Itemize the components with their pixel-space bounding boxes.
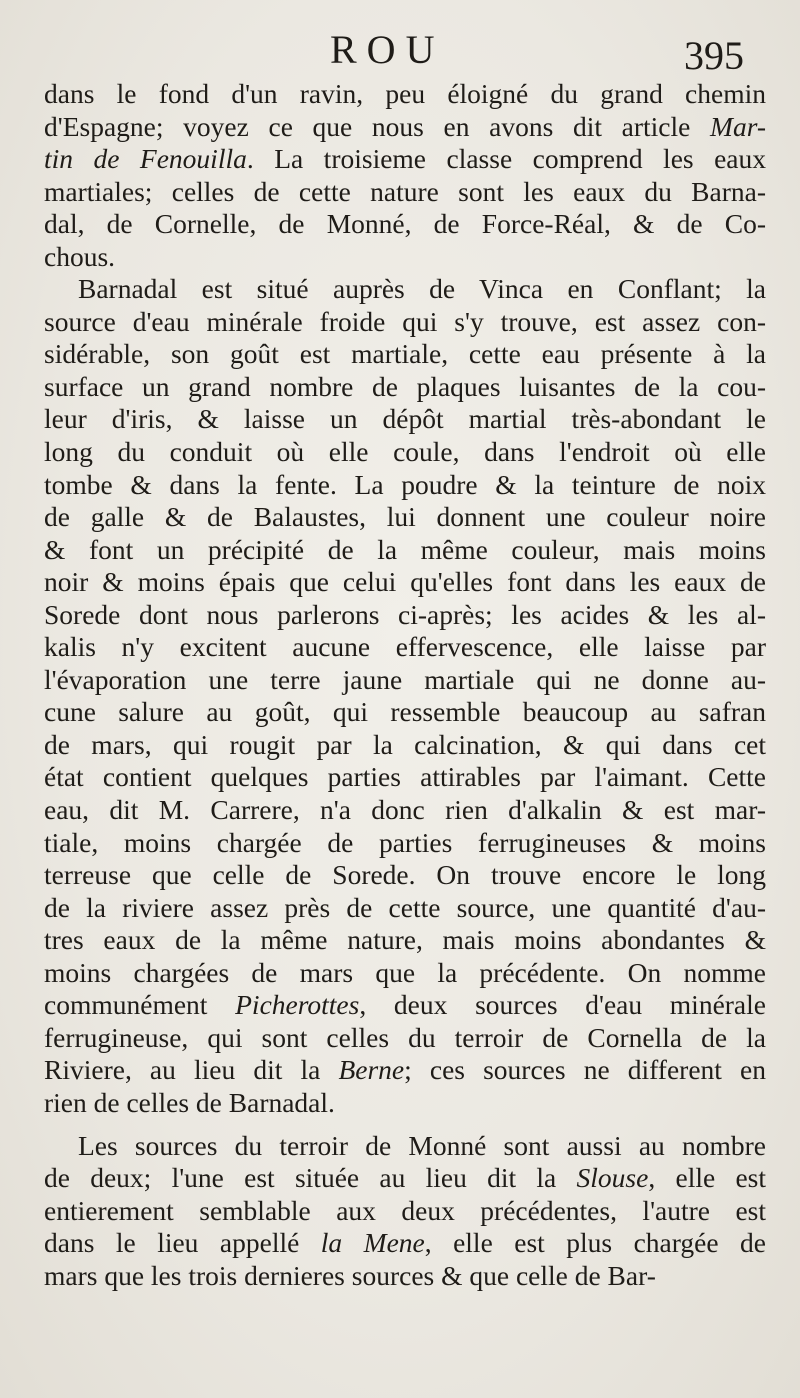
text-line	[44, 1260, 766, 1293]
text-segment: Sorede dont nous parlerons ci-après; les acides & les al-	[44, 598, 766, 630]
text-line	[44, 143, 766, 176]
text-segment: ; ces sources ne different en	[404, 1054, 766, 1086]
text-line	[44, 1195, 766, 1228]
text-segment: sidérable, son goût est martiale, cette eau présente à la	[44, 338, 766, 370]
text-line	[44, 306, 766, 339]
text-segment: long du conduit où elle coule, dans l'endroit où elle	[44, 436, 766, 468]
text-segment: communément	[44, 989, 236, 1021]
text-segment: chous.	[44, 240, 116, 272]
text-line	[44, 241, 766, 274]
text-line	[44, 273, 766, 306]
text-line	[44, 534, 766, 567]
text-line	[44, 436, 766, 469]
text-segment: tiale, moins chargée de parties ferrugineuses & moins	[44, 826, 766, 858]
text-segment: dans le fond d'un ravin, peu éloigné du grand chemin	[44, 78, 766, 109]
text-segment: Riviere, au lieu dit la	[44, 1054, 339, 1086]
text-segment: eau, dit M. Carrere, n'a donc rien d'alkalin & est mar-	[44, 794, 766, 826]
text-segment: , deux sources d'eau minérale	[359, 989, 766, 1021]
text-segment: . La troisieme classe comprend les eaux	[246, 143, 766, 175]
text-segment: , elle est plus chargée de	[424, 1227, 766, 1259]
text-line	[44, 664, 766, 697]
page-header	[0, 27, 800, 80]
text-segment: de mars, qui rougit par la calcination, & qui dans cet	[44, 728, 766, 760]
text-segment: , elle est	[648, 1162, 766, 1194]
text-segment: terreuse que celle de Sorede. On trouve encore le long	[44, 859, 766, 891]
text-line	[44, 1227, 766, 1260]
text-segment: de galle & de Balaustes, lui donnent une couleur noire	[44, 501, 766, 533]
italic-text: la Mene	[320, 1227, 425, 1259]
page-number: 395	[684, 33, 744, 78]
text-segment: Les sources du terroir de Monné sont aussi au nombre	[78, 1129, 766, 1161]
body-text	[44, 78, 766, 1292]
text-line	[44, 501, 766, 534]
text-line	[44, 729, 766, 762]
text-line	[44, 78, 766, 111]
text-line	[44, 794, 766, 827]
text-segment: surface un grand nombre de plaques luisantes de la cou-	[44, 370, 766, 402]
text-segment: cune salure au goût, qui ressemble beaucoup au safran	[44, 696, 766, 728]
text-segment: de deux; l'une est située au lieu dit la	[44, 1162, 577, 1194]
text-segment: de la riviere assez près de cette source, une quantité d'au-	[44, 891, 766, 923]
text-segment: kalis n'y excitent aucune effervescence, elle laisse par	[44, 631, 766, 663]
text-line	[44, 761, 766, 794]
text-line	[44, 989, 766, 1022]
text-line	[44, 892, 766, 925]
text-line	[44, 1162, 766, 1195]
text-segment: & font un précipité de la même couleur, mais moins	[44, 533, 766, 565]
italic-text: Picherottes	[235, 989, 360, 1021]
text-segment: l'évaporation une terre jaune martiale qui ne donne au-	[44, 663, 766, 695]
italic-text: Slouse	[576, 1162, 649, 1194]
text-segment: dal, de Cornelle, de Monné, de Force-Réal, & de Co-	[44, 208, 766, 240]
text-line	[44, 371, 766, 404]
text-line	[44, 1054, 766, 1087]
text-segment: dans le lieu appellé	[44, 1227, 321, 1259]
text-segment: martiales; celles de cette nature sont les eaux du Barna-	[44, 175, 766, 207]
text-line	[44, 631, 766, 664]
text-segment: rien de celles de Barnadal.	[44, 1086, 335, 1118]
text-segment: état contient quelques parties attirables par l'aimant. Cette	[44, 761, 766, 793]
text-line	[44, 696, 766, 729]
text-line	[44, 599, 766, 632]
italic-text: Berne	[338, 1054, 405, 1086]
text-segment: Barnadal est situé auprès de Vinca en Conflant; la	[78, 273, 766, 305]
text-line	[44, 1087, 766, 1120]
italic-text: tin de Fenouilla	[44, 143, 247, 175]
text-segment: ferrugineuse, qui sont celles du terroir de Cornella de la	[44, 1021, 766, 1053]
text-line	[44, 859, 766, 892]
text-line	[44, 208, 766, 241]
text-line	[44, 176, 766, 209]
text-line	[44, 566, 766, 599]
text-line	[44, 957, 766, 990]
running-head: ROU	[330, 27, 445, 72]
italic-text: Mar-	[710, 110, 766, 142]
text-line	[44, 338, 766, 371]
text-segment: mars que les trois dernieres sources & que celle de Bar-	[44, 1259, 656, 1291]
text-line	[44, 924, 766, 957]
text-line	[44, 1022, 766, 1055]
text-segment: tombe & dans la fente. La poudre & la teinture de noix	[44, 468, 766, 500]
text-segment: tres eaux de la même nature, mais moins abondantes &	[44, 924, 766, 956]
text-segment: d'Espagne; voyez ce que nous en avons dit article	[44, 110, 711, 142]
text-line	[44, 403, 766, 436]
text-segment: source d'eau minérale froide qui s'y trouve, est assez con-	[44, 305, 766, 337]
text-segment: moins chargées de mars que la précédente. On nomme	[44, 956, 766, 988]
text-segment: noir & moins épais que celui qu'elles font dans les eaux de	[44, 566, 766, 598]
text-segment: entierement semblable aux deux précédentes, l'autre est	[44, 1194, 766, 1226]
text-line	[44, 469, 766, 502]
text-line	[44, 111, 766, 144]
text-line	[44, 1130, 766, 1163]
text-line	[44, 827, 766, 860]
text-segment: leur d'iris, & laisse un dépôt martial très-abondant le	[44, 403, 766, 435]
